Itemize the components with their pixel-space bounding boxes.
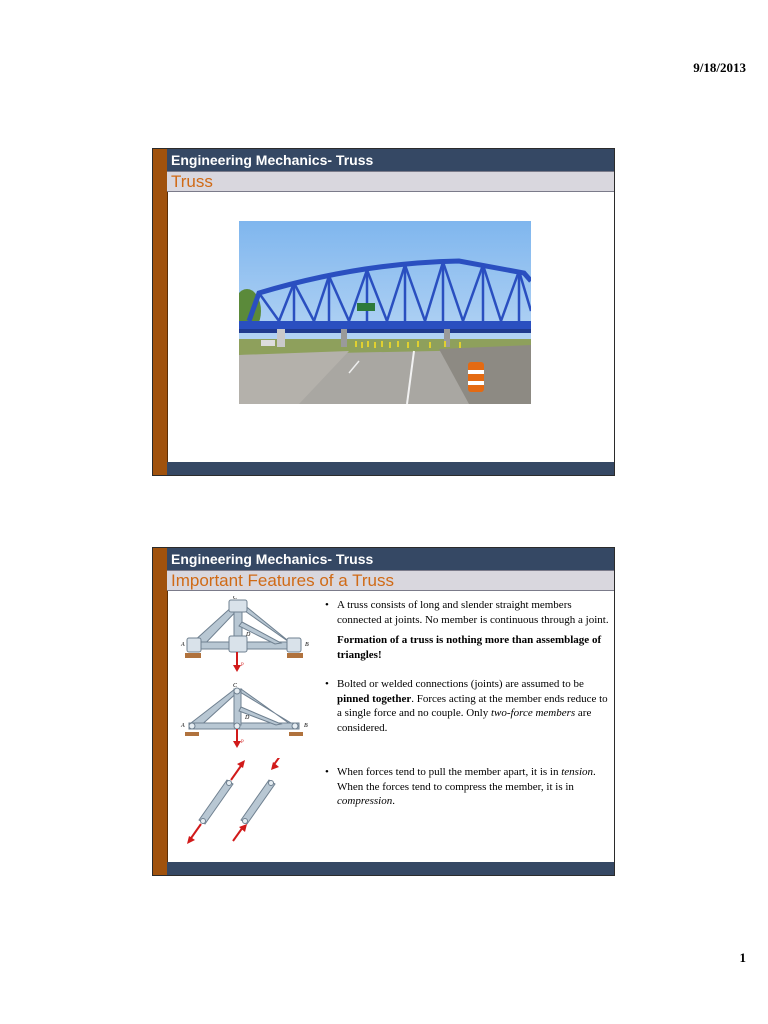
bullet-truss-definition: • A truss consists of long and slender straight members connected at joints. No member is continuous through a joint. (325, 599, 609, 626)
bullet-dot: • (325, 766, 329, 778)
label-d: D (246, 632, 251, 638)
truss-diagram-gusset (179, 596, 314, 674)
slide-important-features (152, 547, 615, 876)
label-a: A (181, 642, 185, 648)
two-force-members-diagram (179, 758, 299, 846)
slide-title: Important Features of a Truss (167, 570, 614, 591)
label-p: P (241, 663, 244, 668)
truss-bridge-photo (239, 221, 531, 404)
slide-sidebar (153, 548, 168, 875)
label-b: B (304, 723, 308, 729)
slide-title: Truss (167, 171, 614, 192)
slide-truss (152, 148, 615, 476)
truss-triangles-note: Formation of a truss is nothing more than assemblage of triangles! (337, 634, 602, 661)
bullet-dot: • (325, 599, 329, 611)
bullet-pinned-connections: • Bolted or welded connections (joints) are assumed to be pinned together. Forces acting at the member ends reduce to a single force and no couple. Only two-force members are considered. (325, 678, 608, 734)
page-number: 1 (739, 950, 746, 965)
slide-bottom-bar (167, 462, 614, 475)
course-title: Engineering Mechanics- Truss (167, 548, 614, 570)
label-p: P (241, 740, 244, 745)
slide-sidebar (153, 149, 168, 475)
label-b: B (305, 642, 309, 648)
bullet-dot: • (325, 678, 329, 690)
label-c: C (233, 683, 238, 689)
course-title: Engineering Mechanics- Truss (167, 149, 614, 171)
bullet-list (323, 598, 613, 809)
truss-diagram-pinned (179, 683, 314, 753)
label-d: D (245, 715, 250, 721)
slide-bottom-bar (167, 862, 614, 875)
label-c: C (233, 596, 238, 601)
label-a: A (181, 723, 185, 729)
bullet-tension-compression: • When forces tend to pull the member apart, it is in tension. When the forces tend to compress the member, it is in compression. (325, 766, 596, 807)
page-date: 9/18/2013 (693, 60, 746, 75)
